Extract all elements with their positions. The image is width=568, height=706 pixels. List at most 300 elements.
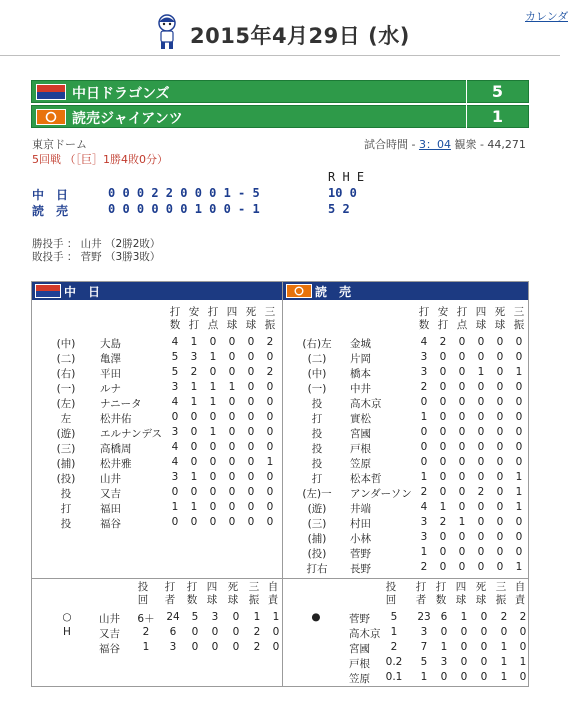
batter-position: 投 <box>311 443 323 455</box>
batter-stat: 4 <box>420 336 428 348</box>
batter-stat: 0 <box>228 366 236 378</box>
stat-header: 四 球 <box>455 581 467 606</box>
giants-logo-icon <box>286 284 312 298</box>
batter-stat: 0 <box>266 471 274 483</box>
stat-header: 打 数 <box>435 581 447 606</box>
pitcher-row <box>283 611 528 625</box>
batter-stat: 2 <box>477 486 485 498</box>
batter-row <box>283 561 528 575</box>
batter-position: (一) <box>56 383 76 395</box>
pitcher-name: 戸根 <box>349 658 370 670</box>
batter-stat: 0 <box>247 471 255 483</box>
batter-position: 投 <box>60 488 72 500</box>
batter-stat: 0 <box>458 441 466 453</box>
batter-name: 宮國 <box>350 428 371 440</box>
batter-position: (左) <box>56 398 76 410</box>
pitcher-decision: ○ <box>62 611 72 623</box>
pitcher-stat: 6 <box>169 626 177 638</box>
batter-stat: 0 <box>496 366 504 378</box>
batter-stat: 0 <box>439 546 447 558</box>
batter-stat: 2 <box>439 516 447 528</box>
home-team-title: 中 日 <box>64 285 101 299</box>
batter-position: (左)一 <box>302 488 332 500</box>
pitcher-stat: 0 <box>480 641 488 653</box>
rhe-header: R H E <box>328 170 365 184</box>
batter-row <box>283 396 528 410</box>
batter-stat: 0 <box>458 546 466 558</box>
batter-stat: 0 <box>209 336 217 348</box>
batter-stat: 0 <box>515 531 523 543</box>
game-time-link[interactable]: 3：04 <box>418 138 451 151</box>
batter-stat: 0 <box>228 396 236 408</box>
batter-name: 高木京 <box>350 398 382 410</box>
batter-stat: 0 <box>496 441 504 453</box>
batter-stat: 0 <box>266 351 274 363</box>
batter-stat: 0 <box>477 351 485 363</box>
pitcher-stat: 6 <box>440 611 448 623</box>
pitcher-stat: 5 <box>191 611 199 623</box>
batter-stat: 0 <box>477 516 485 528</box>
box-score <box>31 281 529 687</box>
stat-header: 投 回 <box>137 581 149 606</box>
batter-stat: 2 <box>190 366 198 378</box>
game-time <box>364 136 526 152</box>
pitcher-decision: H <box>63 626 71 638</box>
stat-header: 打 数 <box>186 581 198 606</box>
dragons-logo-icon <box>35 284 61 298</box>
batter-stat: 0 <box>477 411 485 423</box>
stat-header: 自 責 <box>267 581 279 606</box>
batter-stat: 0 <box>439 471 447 483</box>
batter-stat: 0 <box>228 351 236 363</box>
batter-stat: 0 <box>266 501 274 513</box>
batter-position: (二) <box>56 353 76 365</box>
pitcher-stat: 0 <box>272 626 280 638</box>
team-bar-away <box>31 105 529 128</box>
pitcher-stat: 2 <box>253 641 261 653</box>
batter-stat: 0 <box>420 396 428 408</box>
pitcher-stat: 0 <box>480 656 488 668</box>
batter-stat: 0 <box>247 336 255 348</box>
batter-position: 投 <box>60 518 72 530</box>
pitcher-name: 笠原 <box>349 673 370 685</box>
linescore-innings: 0 0 0 2 2 0 0 0 1 - 5 <box>108 186 260 200</box>
batter-stat: 1 <box>190 336 198 348</box>
batter-row <box>32 411 282 425</box>
pitcher-stat: 3 <box>169 641 177 653</box>
batter-stat: 0 <box>458 561 466 573</box>
batter-stat: 4 <box>171 336 179 348</box>
batter-stat: 0 <box>266 396 274 408</box>
pitcher-decision: ● <box>311 611 321 623</box>
batter-stat: 1 <box>190 501 198 513</box>
pitcher-name: 又吉 <box>99 628 120 640</box>
batter-stat: 0 <box>171 516 179 528</box>
batter-position: (遊) <box>56 428 76 440</box>
batter-row <box>283 336 528 350</box>
batter-stat: 0 <box>247 426 255 438</box>
batter-stat: 0 <box>247 366 255 378</box>
stadium: 東京ドーム <box>32 138 87 151</box>
batter-stat: 0 <box>439 486 447 498</box>
pitcher-stat: 1 <box>390 626 398 638</box>
batter-row <box>283 426 528 440</box>
batter-stat: 0 <box>247 396 255 408</box>
batter-position: (中) <box>56 338 76 350</box>
pitcher-stat: 0 <box>460 641 468 653</box>
batter-row <box>32 351 282 365</box>
pitcher-stat: 0 <box>480 671 488 683</box>
stat-header: 打 点 <box>207 306 219 331</box>
stat-header: 投 回 <box>385 581 397 606</box>
pitcher-stat: 6＋ <box>137 613 155 625</box>
batter-stat: 4 <box>420 501 428 513</box>
batter-name: ルナ <box>100 383 121 395</box>
pitcher-stat: 24 <box>166 611 180 623</box>
batter-stat: 1 <box>266 456 274 468</box>
giants-logo-icon <box>36 109 66 125</box>
pitcher-row <box>283 641 528 655</box>
pitcher-stat: 0 <box>211 626 219 638</box>
batter-name: 片岡 <box>350 353 371 365</box>
batter-stat: 0 <box>496 486 504 498</box>
batter-stat: 1 <box>420 471 428 483</box>
away-batting-header <box>283 282 528 300</box>
batter-name: 松井雅 <box>100 458 132 470</box>
team-name: 読売ジャイアンツ <box>72 111 183 127</box>
batter-stat: 0 <box>190 441 198 453</box>
batter-name: 實松 <box>350 413 371 425</box>
stat-header: 三 振 <box>264 306 276 331</box>
pitcher-name: 宮國 <box>349 643 370 655</box>
batter-stat: 0 <box>247 381 255 393</box>
batter-stat: 0 <box>228 426 236 438</box>
batter-stat: 0 <box>477 501 485 513</box>
batter-position: 打 <box>311 413 323 425</box>
stat-header: 死 球 <box>475 581 487 606</box>
batter-stat: 1 <box>515 561 523 573</box>
batter-stat: 0 <box>496 396 504 408</box>
pitcher-stat: 2 <box>253 626 261 638</box>
batter-position: (二) <box>307 353 327 365</box>
pitcher-name: 高木京 <box>349 628 381 640</box>
batter-stat: 0 <box>496 381 504 393</box>
batter-stat: 0 <box>439 351 447 363</box>
batter-stat: 0 <box>247 411 255 423</box>
batter-name: 松本哲 <box>350 473 382 485</box>
batter-stat: 0 <box>190 516 198 528</box>
dragons-logo-icon <box>36 84 66 100</box>
pitcher-stat: 3 <box>440 656 448 668</box>
batter-row <box>283 486 528 500</box>
batter-stat: 1 <box>515 486 523 498</box>
batter-stat: 0 <box>477 456 485 468</box>
batter-stat: 0 <box>496 531 504 543</box>
batter-row <box>283 366 528 380</box>
batter-stat: 0 <box>515 426 523 438</box>
batter-stat: 0 <box>266 516 274 528</box>
series-record: 5回戦 （［巨］1勝4敗0分） <box>32 153 168 166</box>
batter-stat: 3 <box>190 351 198 363</box>
linescore-team: 中 日 <box>32 188 69 202</box>
batter-name: ナニータ <box>100 398 142 410</box>
pitcher-stat: 0.2 <box>385 656 403 668</box>
linescore-rhe: 10 0 <box>328 186 357 200</box>
batter-stat: 1 <box>190 381 198 393</box>
batter-stat: 3 <box>171 381 179 393</box>
batter-name: 井端 <box>350 503 371 515</box>
batter-stat: 3 <box>420 516 428 528</box>
batter-stat: 0 <box>209 456 217 468</box>
pitcher-stat: 0 <box>519 671 527 683</box>
batter-stat: 0 <box>228 411 236 423</box>
batter-stat: 0 <box>515 336 523 348</box>
batter-stat: 1 <box>515 471 523 483</box>
pitcher-stat: 0 <box>191 626 199 638</box>
batter-stat: 0 <box>190 486 198 498</box>
batter-name: 大島 <box>100 338 121 350</box>
pitcher-stat: 1 <box>460 611 468 623</box>
batter-stat: 0 <box>171 411 179 423</box>
batter-name: 松井佑 <box>100 413 132 425</box>
pitcher-row <box>283 656 528 670</box>
stat-header: 打 数 <box>169 306 181 331</box>
batter-stat: 4 <box>171 441 179 453</box>
batter-stat: 0 <box>496 426 504 438</box>
batter-stat: 0 <box>515 351 523 363</box>
batter-stat: 0 <box>228 441 236 453</box>
pitcher-stat: 0 <box>460 656 468 668</box>
pitcher-stat: 0 <box>191 641 199 653</box>
batter-stat: 0 <box>458 366 466 378</box>
batter-stat: 0 <box>247 351 255 363</box>
batter-stat: 0 <box>439 561 447 573</box>
batter-stat: 0 <box>515 456 523 468</box>
batter-position: (投) <box>307 548 327 560</box>
batter-stat: 0 <box>266 381 274 393</box>
winning-pitcher: 勝投手 ： 山井 （2勝2敗） <box>32 238 161 250</box>
batter-stat: 0 <box>458 426 466 438</box>
pitcher-stat: 23 <box>417 611 431 623</box>
batter-row <box>32 471 282 485</box>
stat-header: 死 球 <box>245 306 257 331</box>
stat-header: 打 点 <box>456 306 468 331</box>
batter-name: アンダーソン <box>350 488 412 500</box>
pitcher-stat: 0 <box>440 671 448 683</box>
batter-name: 平田 <box>100 368 121 380</box>
pitcher-name: 福谷 <box>99 643 120 655</box>
batter-row <box>283 351 528 365</box>
batter-stat: 0 <box>247 441 255 453</box>
batter-position: 打 <box>60 503 72 515</box>
batter-stat: 0 <box>228 486 236 498</box>
pitcher-stat: 0 <box>232 626 240 638</box>
pitcher-stat: 0.1 <box>385 671 403 683</box>
batter-name: エルナンデス <box>100 428 163 440</box>
batter-position: (中) <box>307 368 327 380</box>
batter-stat: 2 <box>420 561 428 573</box>
batter-stat: 1 <box>439 501 447 513</box>
pitcher-stat: 0 <box>480 626 488 638</box>
batter-stat: 0 <box>228 516 236 528</box>
batter-stat: 1 <box>458 516 466 528</box>
batter-stat: 1 <box>477 366 485 378</box>
batter-stat: 0 <box>477 396 485 408</box>
batter-stat: 0 <box>515 381 523 393</box>
pitcher-stat: 0 <box>460 671 468 683</box>
batter-stat: 0 <box>458 411 466 423</box>
pitcher-stat: 1 <box>420 671 428 683</box>
batter-stat: 3 <box>420 531 428 543</box>
batter-position: 打右 <box>306 563 328 575</box>
batter-row <box>283 531 528 545</box>
mascot-icon <box>156 14 178 50</box>
game-date: 2015年4月29日 (水) <box>190 24 410 48</box>
batter-stat: 0 <box>266 426 274 438</box>
batter-position: (三) <box>56 443 76 455</box>
batter-position: 投 <box>311 398 323 410</box>
batter-row <box>283 441 528 455</box>
batter-stat: 0 <box>496 456 504 468</box>
batter-stat: 0 <box>209 411 217 423</box>
pitcher-stat: 0 <box>519 626 527 638</box>
stat-header: 打 者 <box>415 581 427 606</box>
batter-stat: 0 <box>190 456 198 468</box>
pitcher-stat: 1 <box>500 641 508 653</box>
batter-stat: 0 <box>477 561 485 573</box>
batter-row <box>283 501 528 515</box>
batter-stat: 4 <box>171 396 179 408</box>
batter-stat: 0 <box>477 546 485 558</box>
batter-row <box>32 501 282 515</box>
batter-stat: 0 <box>209 486 217 498</box>
batter-stat: 2 <box>439 336 447 348</box>
pitcher-stat: 0 <box>460 626 468 638</box>
home-batting-header <box>32 282 282 300</box>
batter-row <box>32 441 282 455</box>
batter-position: 左 <box>60 413 72 425</box>
batter-position: (右) <box>56 368 76 380</box>
pitcher-stat: 3 <box>420 626 428 638</box>
pitcher-stat: 1 <box>440 641 448 653</box>
pitcher-stat: 0 <box>211 641 219 653</box>
stat-header: 安 打 <box>437 306 449 331</box>
stat-header: 自 責 <box>514 581 526 606</box>
batter-stat: 0 <box>496 501 504 513</box>
batter-stat: 2 <box>266 366 274 378</box>
batter-stat: 0 <box>515 411 523 423</box>
batter-row <box>32 366 282 380</box>
pitcher-stat: 1 <box>272 611 280 623</box>
batter-position: (三) <box>307 518 327 530</box>
pitcher-stat: 5 <box>390 611 398 623</box>
batter-name: 又吉 <box>100 488 121 500</box>
batter-stat: 0 <box>515 396 523 408</box>
batter-stat: 0 <box>247 456 255 468</box>
batter-stat: 0 <box>515 546 523 558</box>
batter-stat: 0 <box>496 561 504 573</box>
page-header <box>0 0 568 56</box>
batter-name: 菅野 <box>350 548 371 560</box>
pitcher-stat: 5 <box>420 656 428 668</box>
batter-row <box>283 471 528 485</box>
team-bar-home <box>31 80 529 103</box>
batter-stat: 0 <box>190 411 198 423</box>
batter-stat: 0 <box>209 441 217 453</box>
batter-stat: 1 <box>420 546 428 558</box>
batter-stat: 1 <box>515 366 523 378</box>
pitcher-name: 菅野 <box>349 613 370 625</box>
batter-stat: 0 <box>458 501 466 513</box>
batter-stat: 1 <box>171 501 179 513</box>
batter-stat: 0 <box>477 336 485 348</box>
pitcher-stat: 0 <box>500 626 508 638</box>
batter-stat: 0 <box>171 486 179 498</box>
batter-stat: 0 <box>228 336 236 348</box>
team-score: 5 <box>466 80 528 103</box>
pitcher-stat: 1 <box>142 641 150 653</box>
batter-row <box>32 516 282 530</box>
batter-stat: 0 <box>439 411 447 423</box>
losing-pitcher: 敗投手 ： 菅野 （3勝3敗） <box>32 251 161 263</box>
pitcher-row <box>32 626 282 640</box>
batter-stat: 1 <box>190 396 198 408</box>
section-divider <box>32 578 528 579</box>
pitcher-stat: 1 <box>519 656 527 668</box>
batter-position: (捕) <box>307 533 327 545</box>
batter-stat: 0 <box>496 351 504 363</box>
batter-position: 投 <box>311 458 323 470</box>
pitcher-name: 山井 <box>99 613 120 625</box>
batter-stat: 2 <box>420 486 428 498</box>
calendar-link[interactable]: カレンダ <box>525 10 568 23</box>
batter-name: 金城 <box>350 338 371 350</box>
batter-stat: 1 <box>209 396 217 408</box>
batter-stat: 0 <box>477 426 485 438</box>
batter-row <box>32 426 282 440</box>
batter-row <box>283 546 528 560</box>
stat-header: 死 球 <box>494 306 506 331</box>
batter-stat: 0 <box>420 426 428 438</box>
batter-position: (一) <box>307 383 327 395</box>
stat-header: 三 振 <box>495 581 507 606</box>
stat-header: 三 振 <box>513 306 525 331</box>
batter-stat: 0 <box>458 471 466 483</box>
stat-header: 三 振 <box>248 581 260 606</box>
batter-name: 福田 <box>100 503 121 515</box>
pitcher-stat: 0 <box>440 626 448 638</box>
pitcher-row <box>32 611 282 625</box>
pitcher-stat: 1 <box>500 656 508 668</box>
batter-stat: 1 <box>209 381 217 393</box>
batter-stat: 0 <box>515 441 523 453</box>
batter-name: 長野 <box>350 563 371 575</box>
pitcher-row <box>32 641 282 655</box>
pitcher-stat: 3 <box>211 611 219 623</box>
stat-header: 打 者 <box>164 581 176 606</box>
linescore-innings: 0 0 0 0 0 0 1 0 0 - 1 <box>108 202 260 216</box>
batter-stat: 0 <box>477 441 485 453</box>
batter-stat: 2 <box>266 336 274 348</box>
batter-stat: 0 <box>209 366 217 378</box>
batter-row <box>283 411 528 425</box>
batter-stat: 0 <box>420 456 428 468</box>
batter-stat: 0 <box>209 516 217 528</box>
stat-header: 安 打 <box>188 306 200 331</box>
batter-stat: 2 <box>420 381 428 393</box>
batter-stat: 0 <box>477 531 485 543</box>
batter-stat: 0 <box>247 501 255 513</box>
